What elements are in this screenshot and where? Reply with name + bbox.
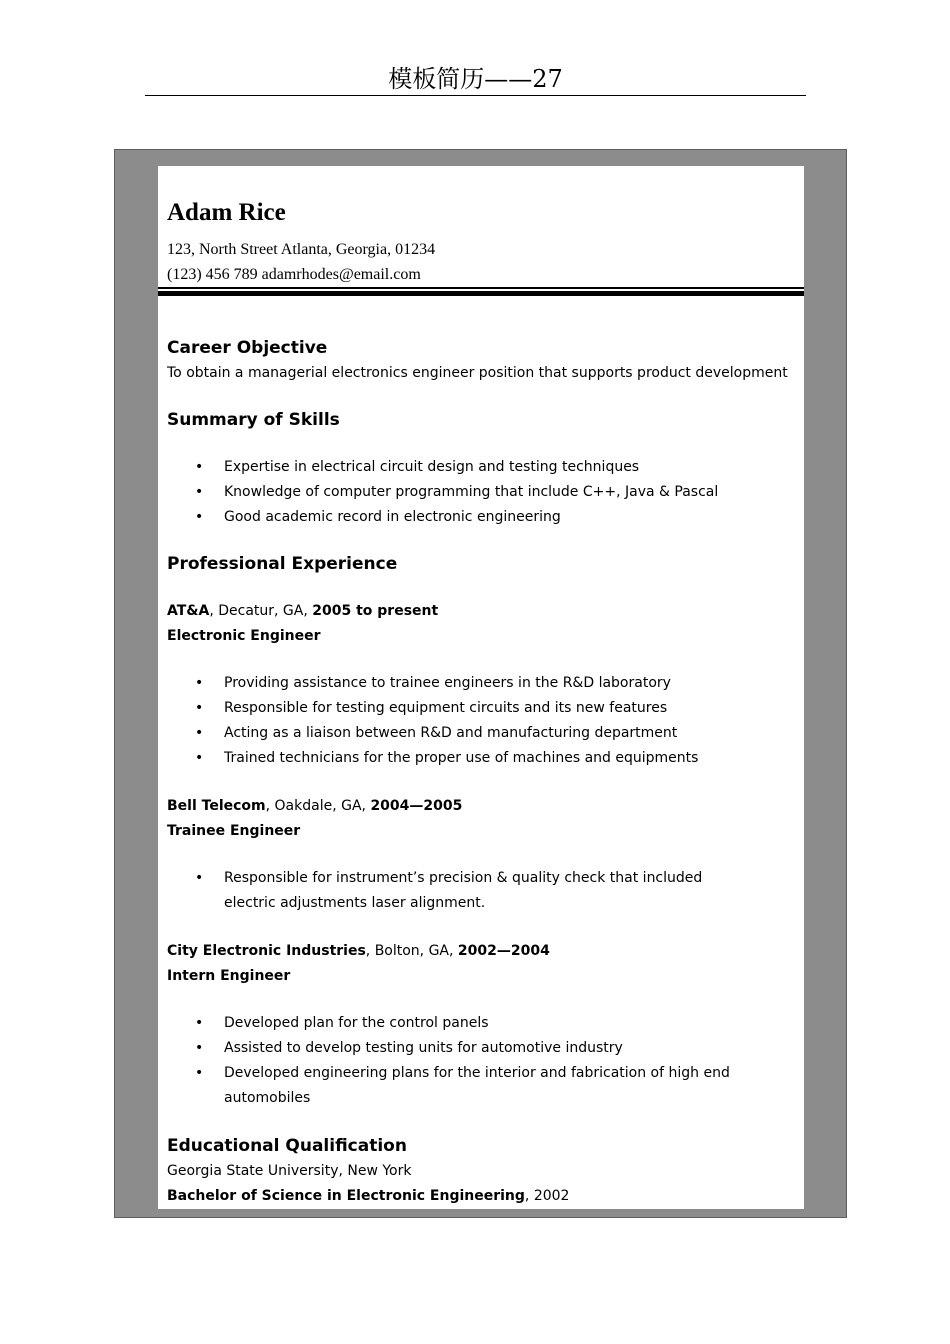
job-header [167, 599, 797, 624]
job-location: , Bolton, GA, [365, 943, 458, 959]
phone-email-line: (123) 456 789 adamrhodes@email.com [167, 266, 421, 283]
list-item [167, 746, 744, 771]
list-item [167, 1036, 744, 1061]
skill-text: Expertise in electrical circuit design and testing techniques [224, 459, 640, 475]
job-duties-list [167, 1011, 797, 1111]
education-degree: Bachelor of Science in Electronic Engineering [167, 1188, 525, 1204]
job-role: Intern Engineer [167, 968, 291, 984]
education-degree-line [167, 1184, 797, 1209]
duty-text: Providing assistance to trainee engineers in the R&D laboratory [224, 675, 671, 691]
document-title: 模板简历——27 [145, 62, 806, 96]
bullet-icon: • [195, 1040, 204, 1056]
bullet-icon: • [195, 870, 204, 886]
job-role: Electronic Engineer [167, 628, 321, 644]
list-item [167, 696, 744, 721]
job-period: 2004—2005 [370, 798, 463, 814]
job-duties-list [167, 671, 797, 771]
bullet-icon: • [195, 725, 204, 741]
job-location: , Oakdale, GA, [265, 798, 371, 814]
education-school: Georgia State University, New York [167, 1163, 412, 1179]
skill-text: Knowledge of computer programming that include C++, Java & Pascal [224, 484, 719, 500]
bullet-icon: • [195, 509, 204, 525]
bullet-icon: • [195, 700, 204, 716]
bullet-icon: • [195, 484, 204, 500]
list-item [167, 721, 744, 746]
duty-text: Developed plan for the control panels [224, 1015, 489, 1031]
job-role: Trainee Engineer [167, 823, 301, 839]
skill-text: Good academic record in electronic engineering [224, 509, 561, 525]
job-duties-list [167, 866, 797, 916]
job-period: 2005 to present [312, 603, 439, 619]
list-item [167, 1011, 744, 1036]
bullet-icon: • [195, 459, 204, 475]
job-header [167, 794, 797, 819]
list-item [167, 480, 744, 505]
list-item [167, 1061, 744, 1111]
bullet-icon: • [195, 1065, 204, 1081]
list-item [167, 505, 744, 530]
company-name: City Electronic Industries [167, 943, 366, 959]
resume-header [158, 166, 804, 297]
resume-page [158, 166, 804, 1209]
duty-text: Developed engineering plans for the interior and fabrication of high end automobiles [224, 1065, 730, 1106]
duty-text: Assisted to develop testing units for automotive industry [224, 1040, 623, 1056]
job-location: , Decatur, GA, [209, 603, 313, 619]
duty-text: Responsible for instrument’s precision & quality check that included electric adjustments laser alignment. [224, 870, 703, 911]
address-line: 123, North Street Atlanta, Georgia, 01234 [167, 241, 436, 258]
duty-text: Responsible for testing equipment circuits and its new features [224, 700, 668, 716]
list-item [167, 455, 744, 480]
duty-text: Trained technicians for the proper use of machines and equipments [224, 750, 699, 766]
education-year: , 2002 [524, 1188, 570, 1204]
list-item [167, 866, 744, 916]
bullet-icon: • [195, 750, 204, 766]
list-item [167, 671, 744, 696]
company-name: Bell Telecom [167, 798, 266, 814]
header-divider-thick [158, 291, 804, 296]
career-objective-text: To obtain a managerial electronics engineer position that supports product development [167, 365, 788, 381]
job-period: 2002—2004 [457, 943, 550, 959]
job-header [167, 939, 797, 964]
resume-body [167, 336, 797, 1209]
section-heading-education: Educational Qualification [167, 1136, 407, 1156]
section-heading-skills: Summary of Skills [167, 410, 340, 430]
candidate-name: Adam Rice [167, 199, 286, 226]
bullet-icon: • [195, 675, 204, 691]
company-name: AT&A [167, 603, 210, 619]
bullet-icon: • [195, 1015, 204, 1031]
header-divider-thin [158, 287, 804, 289]
section-heading-career-objective: Career Objective [167, 338, 328, 358]
skills-list [167, 455, 797, 530]
duty-text: Acting as a liaison between R&D and manufacturing department [224, 725, 678, 741]
section-heading-experience: Professional Experience [167, 554, 398, 574]
